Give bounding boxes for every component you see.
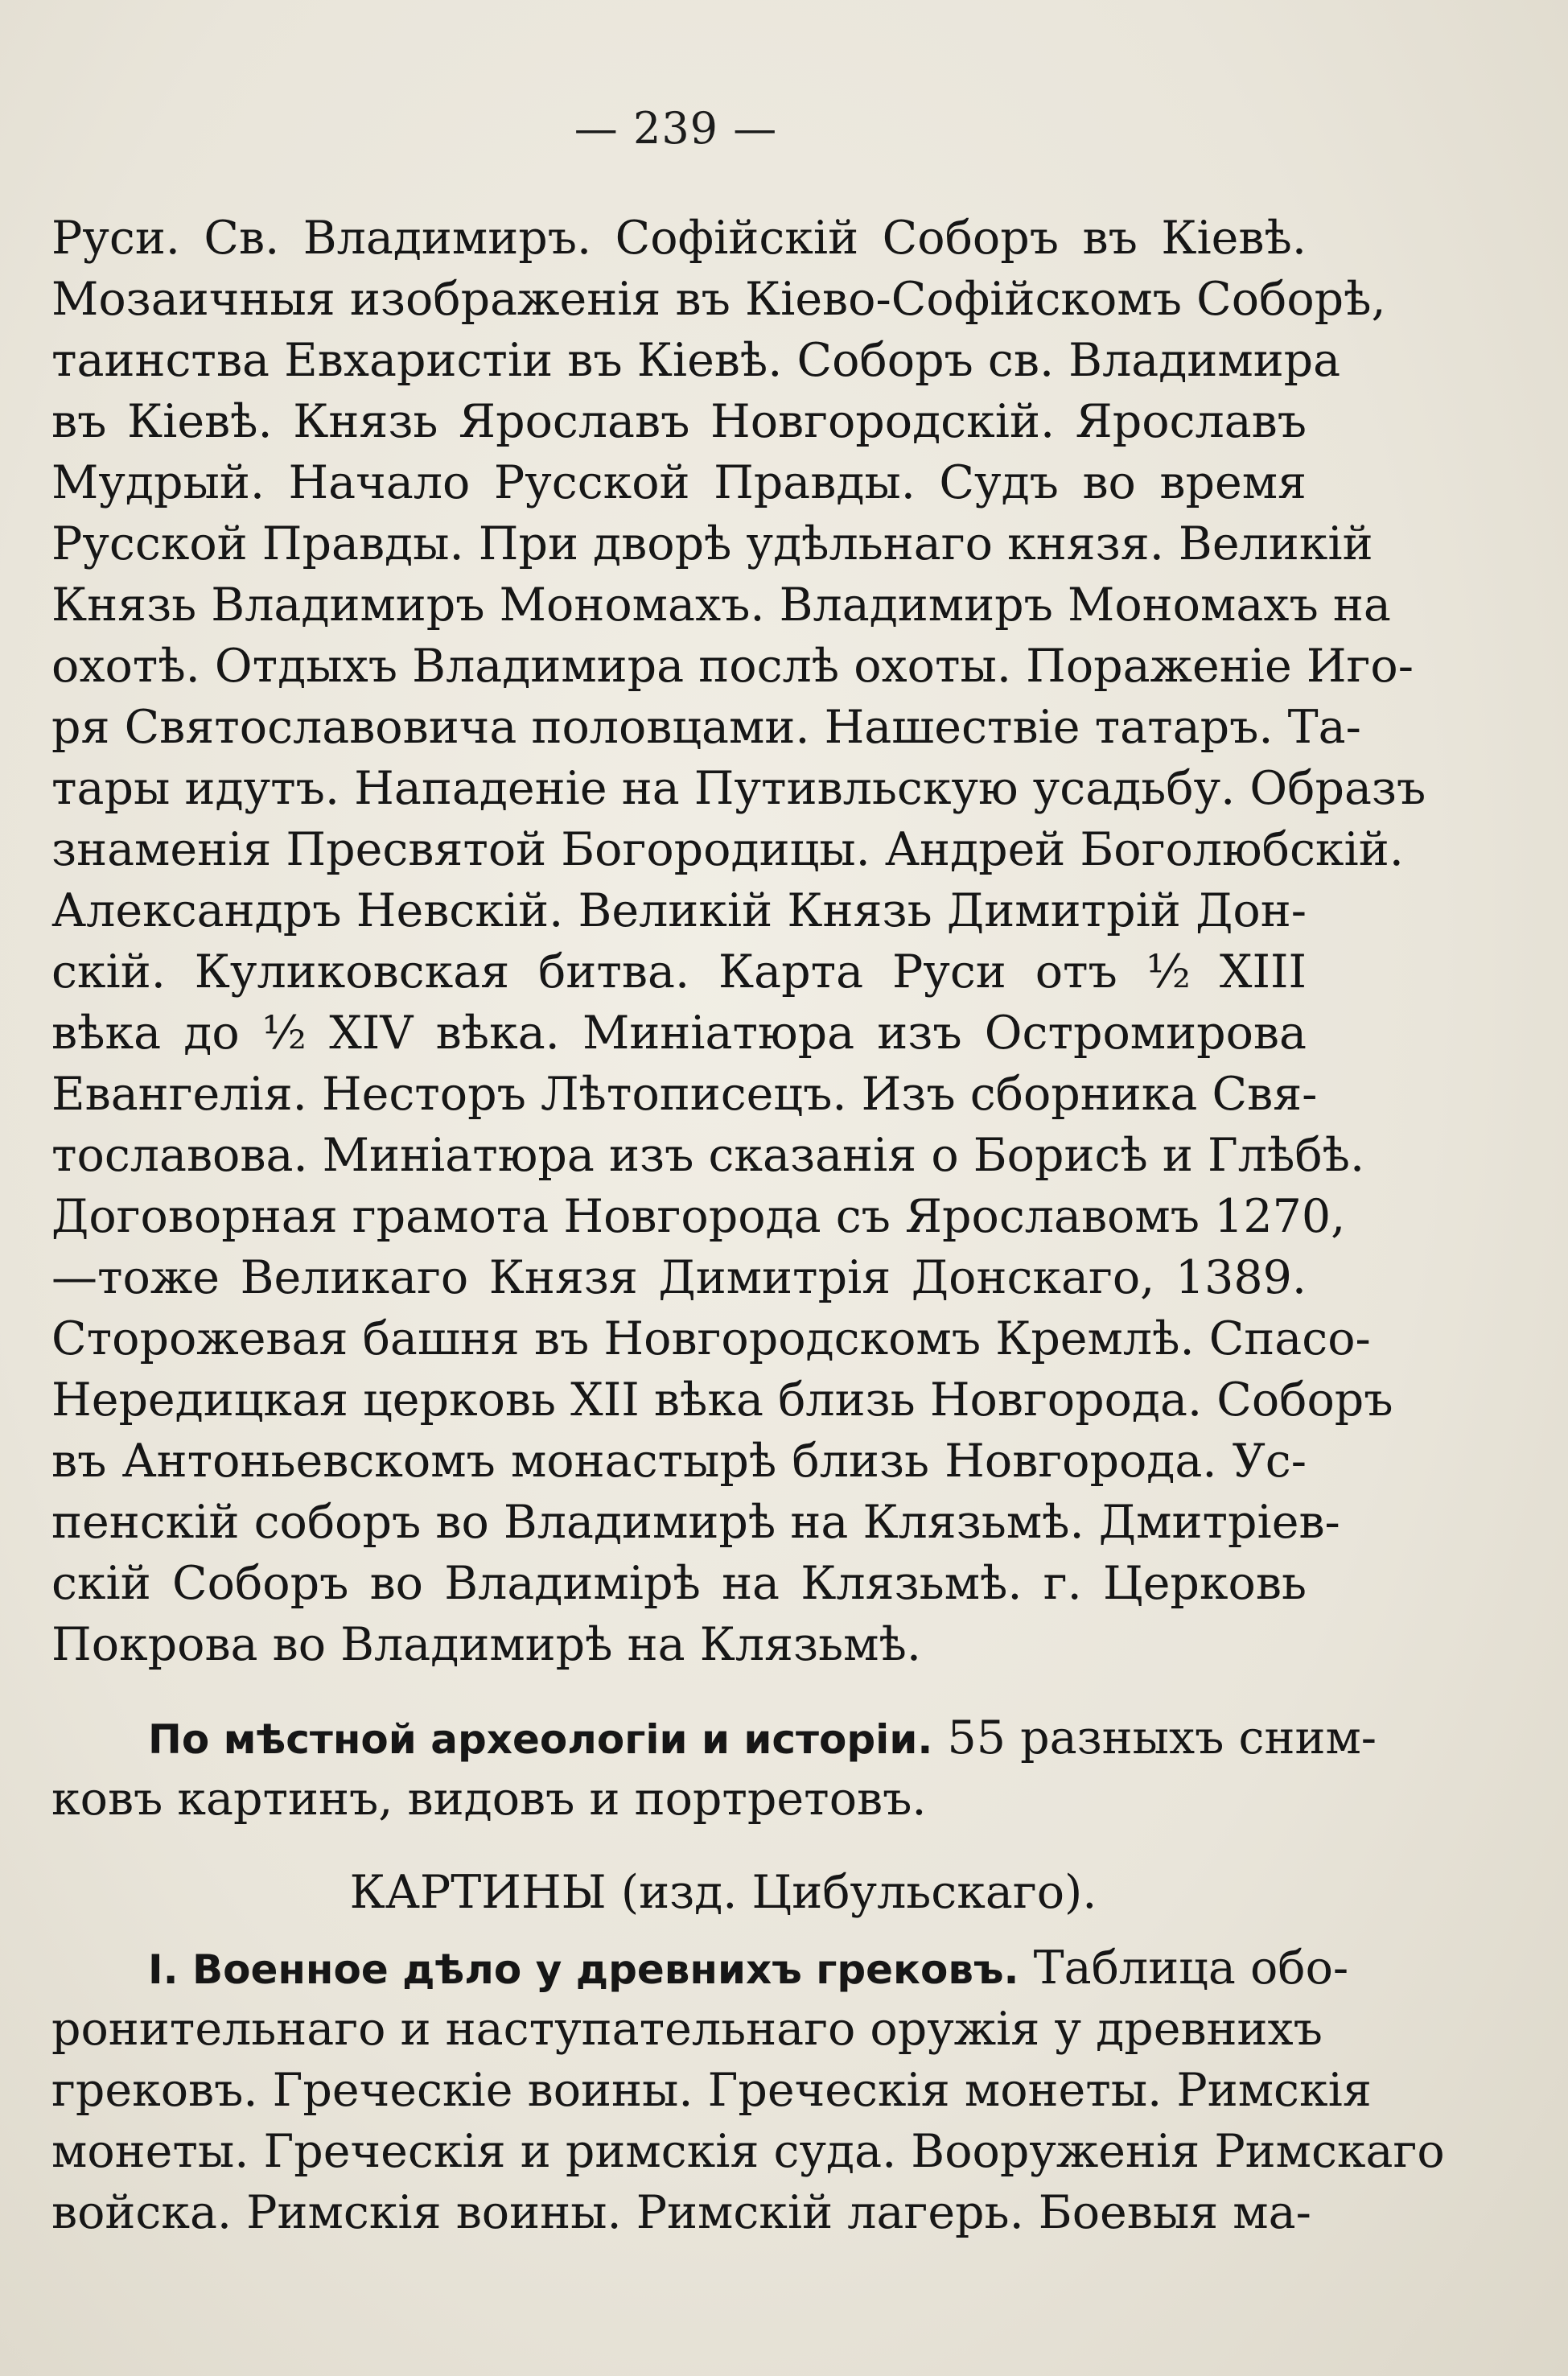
text-run: 55 разныхъ сним- [932, 1711, 1377, 1764]
text-line: Покрова во Владимирѣ на Клязьмѣ. [51, 1618, 921, 1671]
paragraph-gap [51, 1830, 1307, 1862]
text-line: Александръ Невскій. Великій Князь Димитрій Дон- [51, 884, 1307, 937]
text-line: тославова. Миніатюра изъ сказанія о Борисѣ и Глѣбѣ. [51, 1129, 1365, 1182]
text-line: Сторожевая башня въ Новгородскомъ Кремлѣ. Спасо- [51, 1312, 1371, 1365]
text-line: въ Антоньевскомъ монастырѣ близь Новгорода. Ус- [51, 1435, 1307, 1488]
page-text [51, 208, 1445, 2243]
text-line: Договорная грамота Новгорода съ Ярославомъ 1270, [51, 1190, 1346, 1243]
text-line: Мозаичныя изображенія въ Кіево-Софійскомъ Соборѣ, [51, 273, 1386, 326]
text-line: монеты. Греческія и римскія суда. Вооруженія Римскаго [51, 2125, 1445, 2178]
text-line: Евангелія. Несторъ Лѣтописецъ. Изъ сборника Свя- [51, 1068, 1318, 1121]
paragraph-illustrations-list [51, 208, 1426, 1675]
text-line: войска. Римскія воины. Римскій лагерь. Боевыя ма- [51, 2186, 1311, 2239]
text-line: скій Соборъ во Владимірѣ на Клязьмѣ. г. Церковь [51, 1557, 1307, 1610]
text-line: скій. Куликовская битва. Карта Руси отъ ½ XIII [51, 945, 1307, 999]
text-line: —тоже Великаго Князя Димитрія Донскаго, 1389. [51, 1251, 1307, 1304]
page-number: — 239 — [574, 103, 778, 154]
text-line: Князь Владимиръ Мономахъ. Владимиръ Мономахъ на [51, 579, 1391, 632]
paragraph-local-archaeology [51, 1707, 1377, 1830]
section-title-local-archaeology: По мѣстной археологіи и исторіи. [148, 1716, 933, 1763]
text-line: Руси. Св. Владимиръ. Софійскій Соборъ въ Кіевѣ. [51, 212, 1307, 265]
text-line: вѣка до ½ XIV вѣка. Миніатюра изъ Остромирова [51, 1007, 1307, 1060]
section-title-greek-military: I. Военное дѣло у древнихъ грековъ. [148, 1946, 1019, 1993]
text-line: знаменія Пресвятой Богородицы. Андрей Боголюбскій. [51, 823, 1404, 876]
section-heading-pictures: КАРТИНЫ (изд. Цибульскаго). [349, 1866, 1097, 1919]
text-line: тары идутъ. Нападеніе на Путивльскую усадьбу. Образъ [51, 762, 1426, 815]
text-line: Русской Правды. При дворѣ удѣльнаго князя. Великій [51, 517, 1373, 570]
text-line [51, 1707, 1377, 1769]
text-line: Нередицкая церковь XII вѣка близь Новгорода. Соборъ [51, 1373, 1393, 1427]
text-line: Мудрый. Начало Русской Правды. Судъ во время [51, 456, 1307, 509]
text-line: въ Кіевѣ. Князь Ярославъ Новгородскій. Ярославъ [51, 395, 1307, 448]
text-line: ковъ картинъ, видовъ и портретовъ. [51, 1773, 927, 1826]
text-line: грековъ. Греческіе воины. Греческія монеты. Римскія [51, 2064, 1372, 2117]
text-run: Таблица обо- [1019, 1942, 1349, 1995]
text-line: ря Святославовича половцами. Нашествіе татаръ. Та- [51, 701, 1361, 754]
paragraph-gap [51, 1675, 1307, 1707]
text-line: ронительнаго и наступательнаго оружія у древнихъ [51, 2003, 1323, 2056]
text-line: пенскій соборъ во Владимирѣ на Клязьмѣ. Дмитріев- [51, 1496, 1340, 1549]
paragraph-greek-military [51, 1937, 1445, 2243]
text-line: таинства Евхаристіи въ Кіевѣ. Соборъ св. Владимира [51, 334, 1341, 387]
text-line [51, 1937, 1349, 1999]
text-line: охотѣ. Отдыхъ Владимира послѣ охоты. Пораженіе Иго- [51, 640, 1414, 693]
paragraph-gap [51, 1923, 1307, 1937]
